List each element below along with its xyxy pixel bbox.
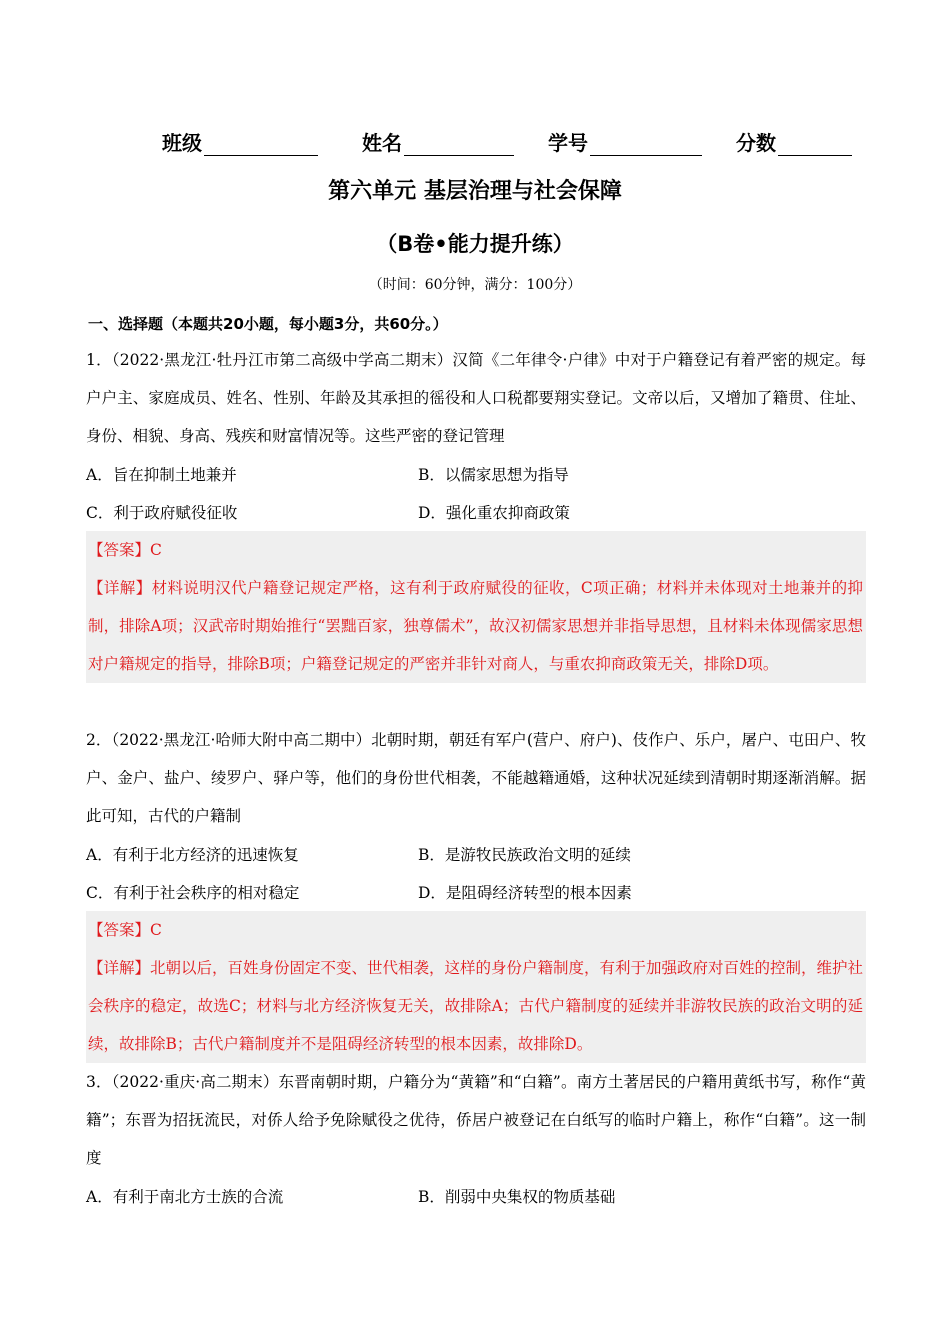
question-3-option-b: B．削弱中央集权的物质基础: [418, 1188, 616, 1206]
question-2-option-a: A．有利于北方经济的迅速恢复: [86, 846, 299, 864]
student-info-row: [162, 126, 872, 156]
question-3: [86, 1063, 866, 1215]
question-1-answer: 【答案】C: [88, 541, 162, 559]
question-1-answer-block: [86, 531, 866, 683]
question-3-option-a: A．有利于南北方士族的合流: [86, 1188, 284, 1206]
question-2-answer-block: [86, 911, 866, 1063]
paper-variant-title: （B卷•能力提升练）: [376, 232, 574, 256]
class-blank: [204, 133, 318, 156]
question-1-explanation: 【详解】材料说明汉代户籍登记规定严格，这有利于政府赋役的征收，C项正确；材料并未体现对土地兼并的抑制，排除A项；汉武帝时期始推行“罢黜百家，独尊儒术”，故汉初儒家思想并非指导思想，且材料未体现儒家思想对户籍规定的指导，排除B项；户籍登记规定的严密并非针对商人，与重农抑商政策无关，排除D项。: [88, 579, 863, 673]
question-1-option-b: B．以儒家思想为指导: [418, 466, 569, 484]
question-1: [86, 341, 866, 683]
question-1-options-row-2: [86, 493, 866, 531]
time-score-info: （时间：60分钟，满分：100分）: [368, 277, 582, 293]
class-field: [162, 127, 318, 156]
question-2-option-d: D．是阻碍经济转型的根本因素: [418, 884, 632, 902]
name-label: 姓名: [362, 131, 402, 155]
question-2-stem: 2．（2022·黑龙江·哈师大附中高二期中）北朝时期，朝廷有军户(营户、府户)、伎作户、乐户，屠户、屯田户、牧户、金户、盐户、绫罗户、驿户等，他们的身份世代相袭，不能越籍通婚，这种状况延续到清朝时期逐渐消解。据此可知，古代的户籍制: [86, 731, 866, 825]
question-2-answer: 【答案】C: [88, 921, 162, 939]
class-label: 班级: [162, 131, 202, 155]
question-2-explanation: 【详解】北朝以后，百姓身份固定不变、世代相袭，这样的身份户籍制度，有利于加强政府对百姓的控制，维护社会秩序的稳定，故选C；材料与北方经济恢复无关，故排除A；古代户籍制度的延续并非游牧民族的政治文明的延续，故排除B；古代户籍制度并不是阻碍经济转型的根本因素，故排除D。: [88, 959, 864, 1053]
score-field: [736, 127, 852, 156]
student-id-label: 学号: [548, 131, 588, 155]
question-1-option-c: C．利于政府赋役征收: [86, 504, 238, 522]
unit-title: 第六单元 基层治理与社会保障: [328, 179, 622, 204]
question-2-option-b: B．是游牧民族政治文明的延续: [418, 846, 631, 864]
question-3-stem: 3．（2022·重庆·高二期末）东晋南朝时期，户籍分为“黄籍”和“白籍”。南方土著居民的户籍用黄纸书写，称作“黄籍”；东晋为招抚流民，对侨人给予免除赋役之优待，侨居户被登记在白纸写的临时户籍上，称作“白籍”。这一制度: [86, 1073, 866, 1167]
name-field: [362, 127, 514, 156]
question-2: [86, 721, 866, 1063]
score-label: 分数: [736, 131, 776, 155]
score-blank: [778, 133, 852, 156]
student-id-blank: [590, 133, 702, 156]
student-id-field: [548, 127, 702, 156]
question-2-options-row-1: [86, 835, 866, 873]
section-heading: 一、选择题（本题共20小题，每小题3分，共60分。）: [88, 315, 448, 333]
name-blank: [404, 133, 514, 156]
question-2-option-c: C．有利于社会秩序的相对稳定: [86, 884, 300, 902]
question-1-stem: 1．（2022·黑龙江·牡丹江市第二高级中学高二期末）汉简《二年律令·户律》中对于户籍登记有着严密的规定。每户户主、家庭成员、姓名、性别、年龄及其承担的徭役和人口税都要翔实登记。文帝以后，又增加了籍贯、住址、身份、相貌、身高、残疾和财富情况等。这些严密的登记管理: [86, 351, 866, 445]
question-1-option-d: D．强化重农抑商政策: [418, 504, 570, 522]
question-2-options-row-2: [86, 873, 866, 911]
question-1-options-row-1: [86, 455, 866, 493]
question-3-options-row-1: [86, 1177, 866, 1215]
question-1-option-a: A．旨在抑制土地兼并: [86, 466, 237, 484]
